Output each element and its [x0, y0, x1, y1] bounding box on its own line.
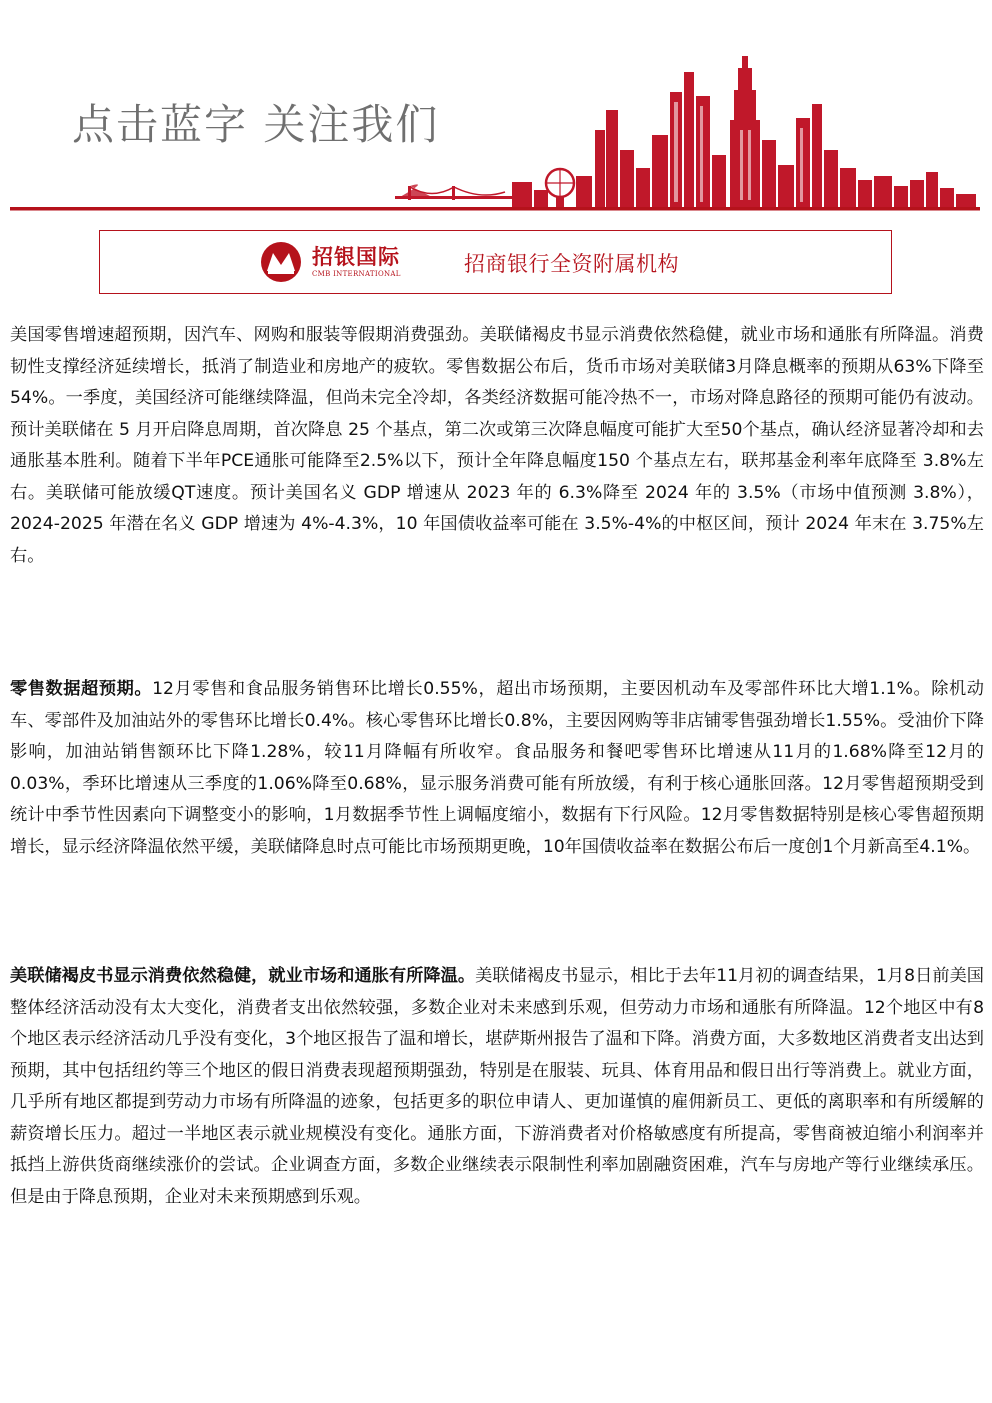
- affiliation-banner[interactable]: [99, 230, 892, 294]
- page-title: 点击蓝字 关注我们: [72, 100, 440, 149]
- paragraph-summary: [10, 320, 984, 572]
- banner-logo-en: CMB INTERNATIONAL: [312, 270, 401, 278]
- paragraph-retail-data: [10, 674, 984, 863]
- paragraph-lead: 美联储褐皮书显示消费依然稳健，就业市场和通胀有所降温。: [10, 966, 476, 986]
- cmb-logo-icon: [260, 241, 302, 283]
- paragraph-body: 美国零售增速超预期，因汽车、网购和服装等假期消费强劲。美联储褐皮书显示消费依然稳健，就业市场和通胀有所降温。消费韧性支撑经济延续增长，抵消了制造业和房地产的疲软。零售数据公布后，货币市场对美联储3月降息概率的预期从63%下降至54%。一季度，美国经济可能继续降温，但尚未完全冷却，各类经济数据可能冷热不一，市场对降息路径的预期可能仍有波动。预计美联储在 5 月开启降息周期，首次降息 25 个基点，第二次或第三次降息幅度可能扩大至50个基点，确认经济显著冷却和去通胀基本胜利。随着下半年PCE通胀可能降至2.5%以下，预计全年降息幅度150 个基点左右，联邦基金利率年底降至 3.8%左右。美联储可能放缓QT速度。预计美国名义 GDP 增速从 2023 年的 6.3%降至 2024 年的 3.5%（市场中值预测 3.8%），2024-2025 年潜在名义 GDP 增速为 4%-4.3%，10 年国债收益率可能在 3.5%-4%的中枢区间，预计 2024 年末在 3.75%左右。: [10, 325, 984, 566]
- paragraph-beige-book: [10, 961, 984, 1213]
- header-divider-line: [10, 207, 980, 211]
- banner-tagline: 招商银行全资附属机构: [464, 252, 679, 276]
- paragraph-lead: 零售数据超预期。: [10, 679, 153, 699]
- banner-logo-cn: 招银国际: [312, 244, 400, 269]
- page-header: [0, 0, 992, 215]
- paragraph-body: 12月零售和食品服务销售环比增长0.55%，超出市场预期，主要因机动车及零部件环比大增1.1%。除机动车、零部件及加油站外的零售环比增长0.4%。核心零售环比增长0.8%，主要因网购等非店铺零售强劲增长1.55%。受油价下降影响，加油站销售额环比下降1.28%，较11月降幅有所收窄。食品服务和餐吧零售环比增速从11月的1.68%降至12月的0.03%，季环比增速从三季度的1.06%降至0.68%，显示服务消费可能有所放缓，有利于核心通胀回落。12月零售超预期受到统计中季节性因素向下调整变小的影响，1月数据季节性上调幅度缩小，数据有下行风险。12月零售数据特别是核心零售超预期增长，显示经济降温依然平缓，美联储降息时点可能比市场预期更晚，10年国债收益率在数据公布后一度创1个月新高至4.1%。: [10, 679, 984, 857]
- paragraph-body: 美联储褐皮书显示，相比于去年11月初的调查结果，1月8日前美国整体经济活动没有太大变化，消费者支出依然较强，多数企业对未来感到乐观，但劳动力市场和通胀有所降温。12个地区中有8个地区表示经济活动几乎没有变化，3个地区报告了温和增长，堪萨斯州报告了温和下降。消费方面，大多数地区消费者支出达到预期，其中包括纽约等三个地区的假日消费表现超预期强劲，特别是在服装、玩具、体育用品和假日出行等消费上。就业方面，几乎所有地区都提到劳动力市场有所降温的迹象，包括更多的职位申请人、更加谨慎的雇佣新员工、更低的离职率和有所缓解的薪资增长压力。超过一半地区表示就业规模没有变化。通胀方面，下游消费者对价格敏感度有所提高，零售商被迫缩小利润率并抵挡上游供货商继续涨价的尝试。企业调查方面，多数企业继续表示限制性利率加剧融资困难，汽车与房地产等行业继续承压。但是由于降息预期，企业对未来预期感到乐观。: [10, 966, 984, 1207]
